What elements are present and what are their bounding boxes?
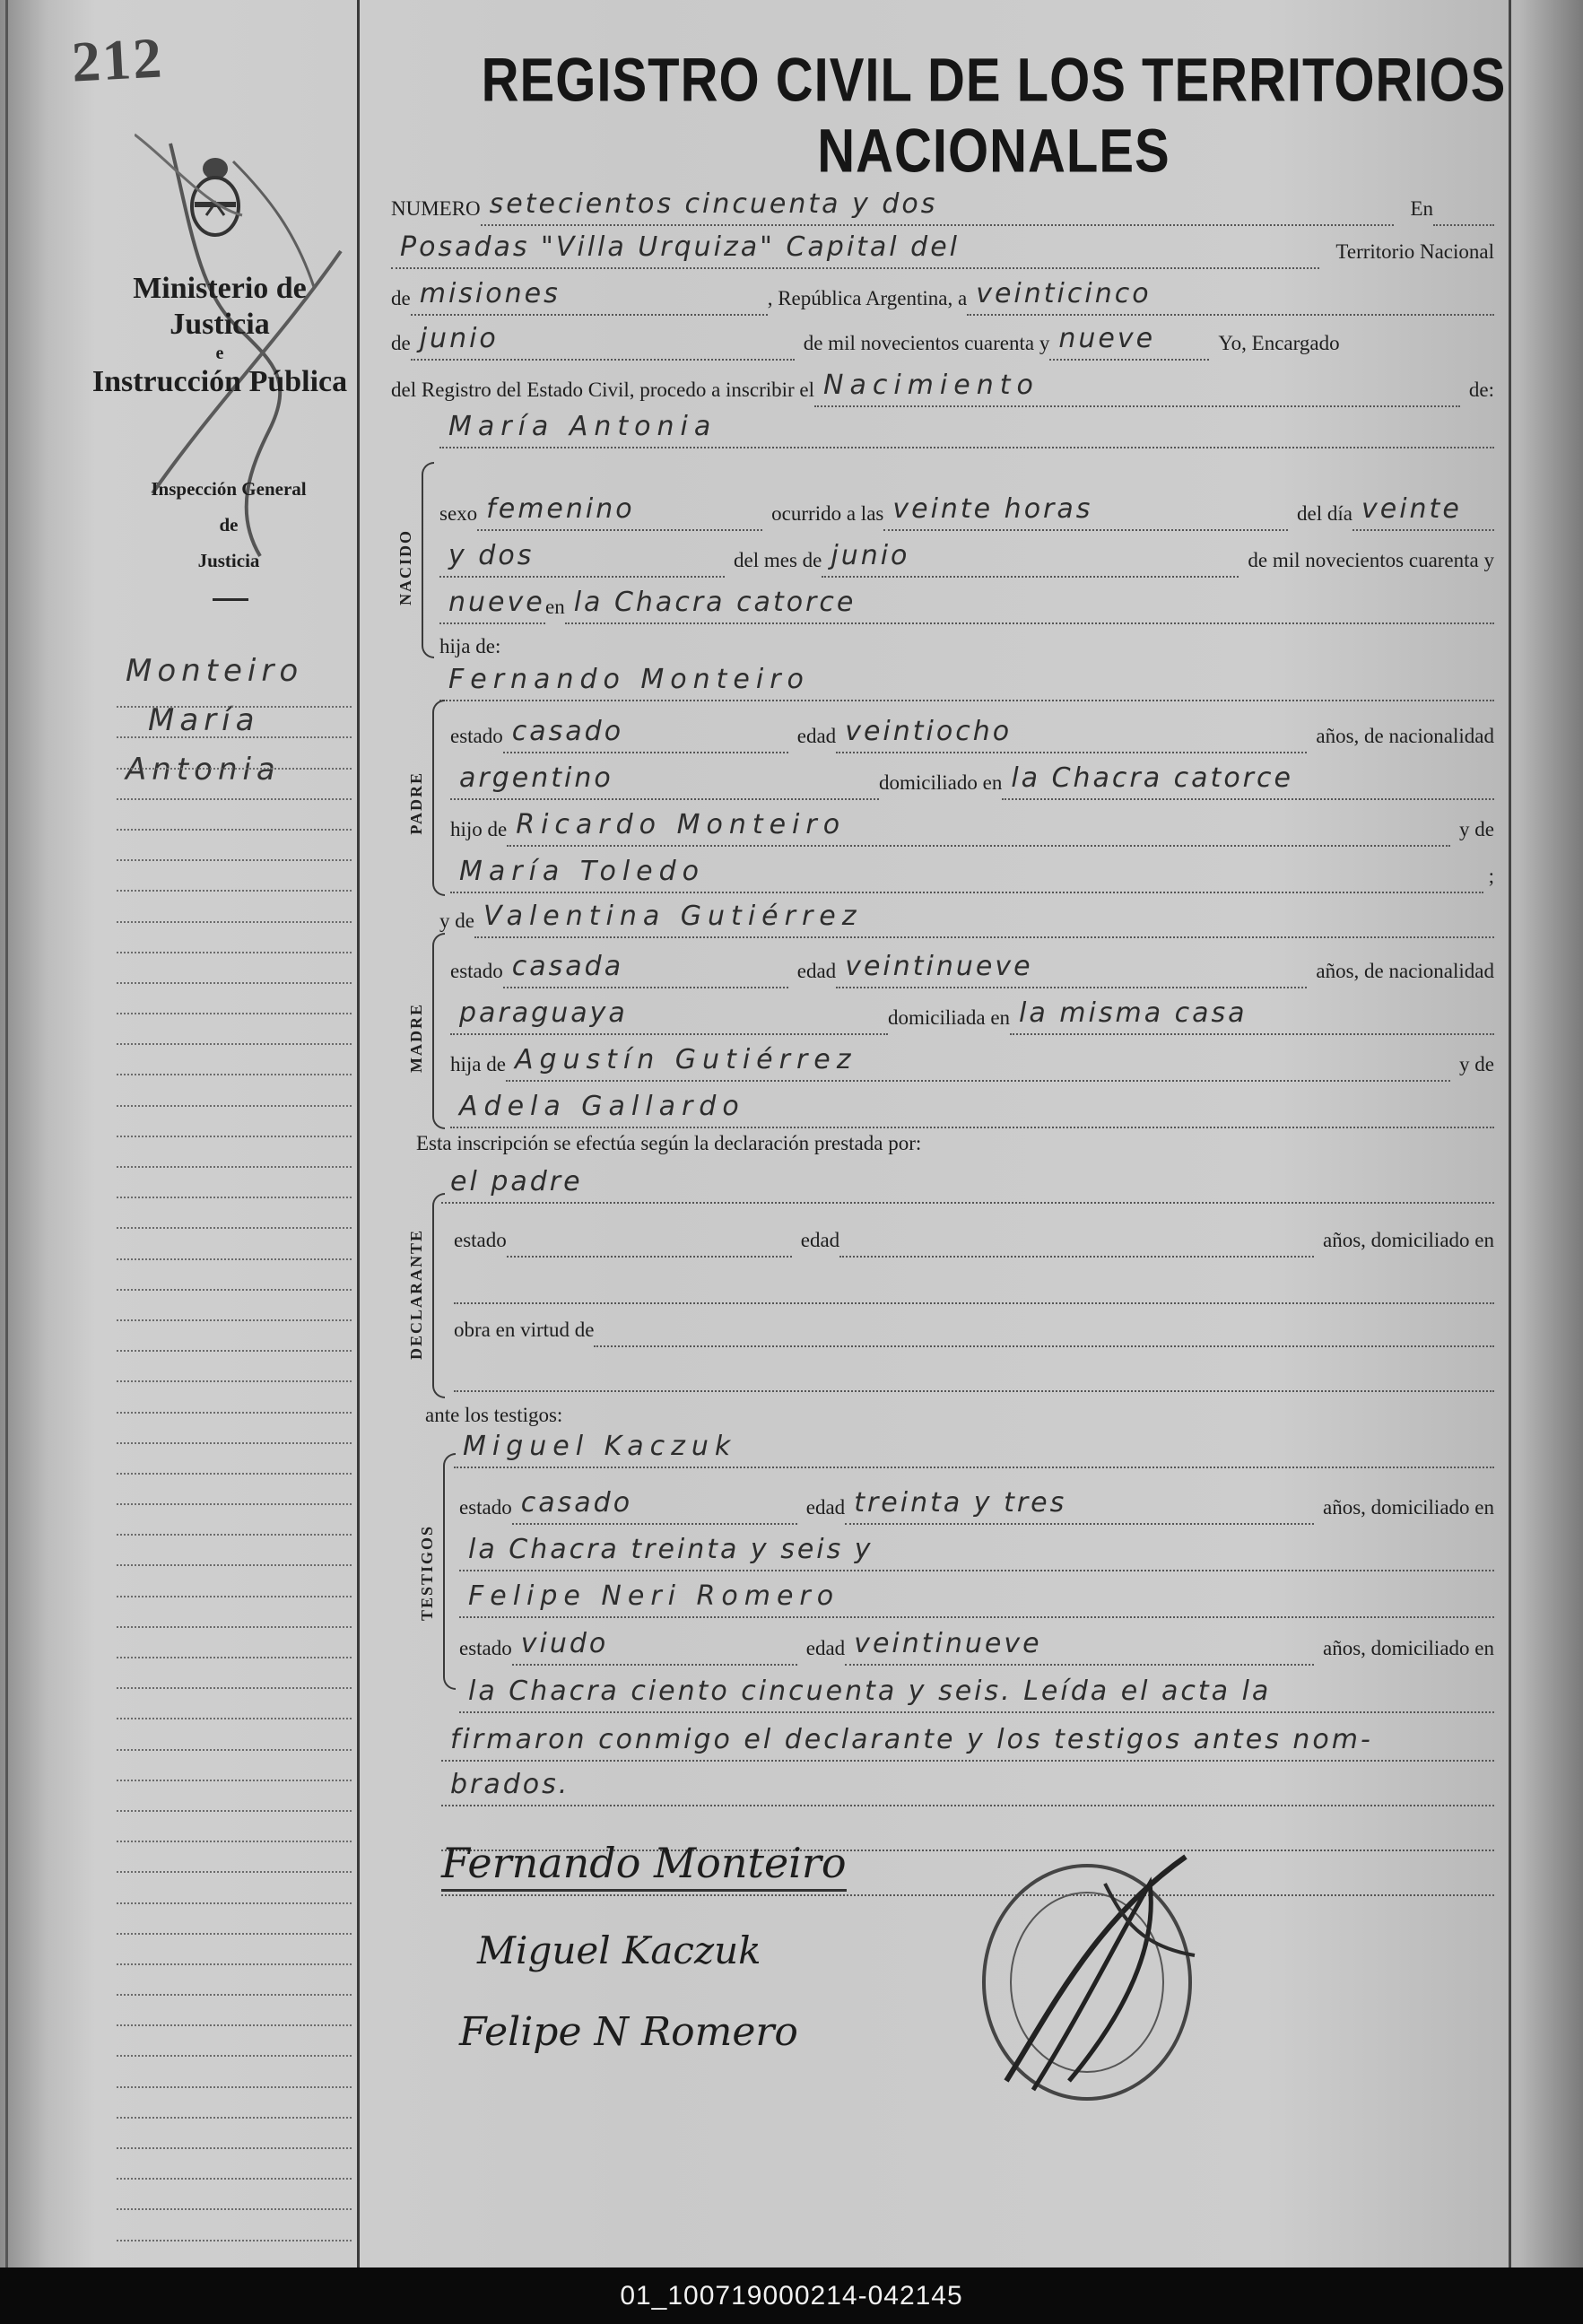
margin-ruled-line — [117, 1291, 352, 1321]
sexo-field: femenino — [477, 493, 762, 531]
margin-ruled-line — [117, 677, 352, 708]
padre-name-field: Fernando Monteiro — [439, 664, 1494, 701]
margin-ruled-line — [117, 1014, 352, 1045]
margin-ruled-line — [117, 892, 352, 922]
declarante-edad-label: edad — [800, 1229, 840, 1251]
margin-first-name: María — [148, 702, 260, 738]
madre-domicilio-row — [450, 988, 1494, 1035]
margin-ruled-line — [117, 1689, 352, 1719]
madre-abuela-field: Adela Gallardo — [450, 1091, 1494, 1128]
padre-estado-label: estado — [450, 725, 503, 747]
declarante-obra-label: obra en virtud de — [454, 1319, 595, 1341]
testigos-intro: ante los testigos: — [425, 1404, 563, 1426]
registro-text: del Registro del Estado Civil, procedo a inscribir el — [391, 379, 815, 401]
margin-ruled-line — [117, 953, 352, 984]
declarante-section-label: DECLARANTE — [407, 1229, 425, 1361]
closing-row-1 — [441, 1715, 1494, 1762]
testigo1-domicilio-field: la Chacra treinta y seis y — [459, 1534, 1494, 1571]
page-edge-line — [5, 0, 8, 2267]
margin-ruled-line — [117, 1566, 352, 1597]
declarante-extra-row — [454, 1345, 1494, 1392]
de-label: de — [391, 287, 411, 309]
hora-field: veinte horas — [883, 493, 1288, 531]
lugar-field: la Chacra catorce — [565, 587, 1494, 624]
sexo-row — [439, 484, 1494, 531]
padre-abuela-row — [450, 847, 1494, 893]
margin-ruled-line — [117, 1873, 352, 1903]
padre-y-de-label: y de — [1459, 818, 1494, 840]
inspection-line-2: de — [219, 514, 239, 535]
testigo2-domicilio-field: la Chacra ciento cincuenta y seis. Leída el acta la — [459, 1676, 1494, 1713]
ministry-line-2: e — [215, 344, 224, 363]
testigo1-name-field: Miguel Kaczuk — [454, 1431, 1494, 1468]
nacido-name-field: María Antonia — [439, 411, 1494, 448]
sexo-label: sexo — [439, 502, 478, 525]
testigo1-estado-field: casado — [512, 1487, 797, 1525]
mes-label: del mes de — [734, 549, 822, 571]
margin-ruled-line — [117, 1751, 352, 1781]
place-row — [391, 222, 1494, 269]
territorio-label: Territorio Nacional — [1335, 240, 1494, 263]
margin-column — [0, 0, 361, 2267]
margin-ruled-line — [117, 984, 352, 1014]
margin-ruled-line — [117, 1382, 352, 1413]
margin-ruled-line — [117, 2180, 352, 2210]
padre-semicolon: ; — [1488, 865, 1494, 887]
margin-ruled-line — [117, 1107, 352, 1137]
padre-domicilio-label: domiciliado en — [879, 771, 1003, 794]
date-row — [391, 314, 1494, 361]
de-colon: de: — [1468, 379, 1494, 401]
margin-ruled-line — [117, 738, 352, 769]
padre-edad-field: veintiocho — [836, 716, 1307, 753]
madre-edad-label: edad — [796, 960, 837, 982]
margin-ruled-line — [117, 1475, 352, 1505]
numero-field: setecientos cincuenta y dos — [481, 188, 1395, 226]
madre-abuelo-field: Agustín Gutiérrez — [506, 1044, 1450, 1082]
padre-anos-label: años, de nacionalidad — [1316, 725, 1494, 747]
testigo2-estado-field: viudo — [512, 1628, 797, 1666]
day-field: veinticinco — [967, 278, 1494, 316]
act-field: Nacimiento — [814, 370, 1460, 407]
margin-ruled-line — [117, 1842, 352, 1873]
madre-hija-row — [450, 1035, 1494, 1082]
margin-ruled-line — [117, 2149, 352, 2180]
padre-section-label: PADRE — [407, 771, 425, 835]
margin-ruled-line — [117, 1505, 352, 1536]
month-field: junio — [411, 323, 795, 361]
testigo2-name-field: Felipe Neri Romero — [459, 1580, 1494, 1618]
ocurrido-label: ocurrido a las — [771, 502, 884, 525]
year-part2-field: nueve — [439, 587, 545, 624]
margin-ruled-line — [117, 1229, 352, 1259]
official-stamp-icon — [970, 1848, 1204, 2108]
en-label-nacido: en — [545, 596, 565, 618]
madre-domicilio-label: domiciliada en — [888, 1006, 1011, 1029]
madre-section-label: MADRE — [407, 1003, 425, 1073]
margin-ruled-line — [117, 1168, 352, 1198]
margin-ruled-line — [117, 1414, 352, 1444]
encargado-text: Yo, Encargado — [1218, 332, 1340, 354]
inspection-line-3: Justicia — [197, 550, 260, 571]
padre-abuela-field: María Toledo — [450, 856, 1483, 893]
padre-abuelo-field: Ricardo Monteiro — [507, 809, 1450, 847]
inspection-heading — [135, 471, 323, 579]
margin-ruled-line — [117, 2026, 352, 2057]
ministry-line-1: Ministerio de Justicia — [133, 272, 307, 341]
declarante-name-row — [441, 1157, 1494, 1204]
margin-ruled-line — [117, 2057, 352, 2087]
signature-testigo-2: Felipe N Romero — [459, 2009, 798, 2055]
margin-ruled-line — [117, 708, 352, 738]
republica-label: , República Argentina, a — [767, 287, 968, 309]
right-border-line — [1509, 0, 1511, 2267]
nacido-bracket — [422, 462, 434, 658]
registro-row — [391, 361, 1494, 407]
nacido-section-label: NACIDO — [396, 529, 414, 606]
padre-domicilio-row — [450, 753, 1494, 800]
margin-ruled-line — [117, 2210, 352, 2241]
madre-hija-label: hija de — [450, 1053, 506, 1075]
madre-y-de-label-2: y de — [1459, 1053, 1494, 1075]
madre-domicilio-field: la misma casa — [1010, 997, 1494, 1035]
birth-record-form — [361, 0, 1583, 2267]
margin-ruled-line — [117, 2088, 352, 2119]
signature-testigo-1: Miguel Kaczuk — [477, 1928, 761, 1972]
padre-estado-field: casado — [503, 716, 788, 753]
margin-ruled-line — [117, 1198, 352, 1229]
territory-field: misiones — [411, 278, 768, 316]
margin-ruled-line — [117, 770, 352, 800]
margin-ruled-line — [117, 1352, 352, 1382]
margin-ruled-line — [117, 1812, 352, 1842]
margin-ruled-line — [117, 1137, 352, 1168]
madre-anos-label: años, de nacionalidad — [1316, 960, 1494, 982]
testigo2-edad-field: veintinueve — [845, 1628, 1314, 1666]
margin-surname: Monteiro — [126, 653, 304, 689]
madre-bracket — [432, 933, 445, 1129]
testigo1-edad-label: edad — [805, 1496, 846, 1519]
testigo1-name-row — [454, 1422, 1494, 1468]
margin-ruled-line — [117, 1904, 352, 1935]
declarante-estado-label: estado — [454, 1229, 507, 1251]
year-part1-field: y dos — [439, 540, 725, 578]
hija-de-label: hija de: — [439, 635, 501, 657]
declaracion-text: Esta inscripción se efectúa según la declaración prestada por: — [416, 1132, 922, 1154]
lugar-row — [439, 578, 1494, 624]
numero-label: NUMERO — [391, 197, 481, 220]
padre-hijo-row — [450, 800, 1494, 847]
margin-ruled-line — [117, 1597, 352, 1628]
signature-declarante: Fernando Monteiro — [441, 1839, 847, 1892]
page-number: 212 — [70, 25, 165, 94]
margin-ruled-line — [117, 1075, 352, 1106]
padre-edad-label: edad — [796, 725, 837, 747]
ministry-line-3: Instrucción Pública — [91, 365, 348, 398]
margin-ruled-line — [117, 2119, 352, 2149]
margin-ruled-line — [117, 1260, 352, 1291]
testigo1-anos-label: años, domiciliado en — [1323, 1496, 1494, 1519]
numero-row — [391, 179, 1494, 226]
novecientos-label: de mil novecientos cuarenta y — [1248, 549, 1494, 571]
declarante-estado-row — [454, 1211, 1494, 1258]
madre-y-de-label: y de — [439, 910, 474, 932]
margin-ruled-line — [117, 1935, 352, 1965]
dia-field: veinte — [1353, 493, 1494, 531]
margin-second-name: Antonia — [126, 752, 281, 788]
madre-estado-label: estado — [450, 960, 503, 982]
declarante-bracket — [432, 1193, 445, 1398]
declarante-domicilio-row — [454, 1258, 1494, 1304]
declarante-anos-label: años, domiciliado en — [1323, 1229, 1494, 1251]
ministry-heading — [85, 271, 354, 400]
margin-ruled-line — [117, 923, 352, 953]
nacido-name-row — [439, 402, 1494, 448]
madre-estado-row — [450, 942, 1494, 988]
testigo2-edad-label: edad — [805, 1637, 846, 1659]
margin-ruled-line — [117, 1444, 352, 1475]
madre-nacionalidad-field: paraguaya — [450, 997, 888, 1035]
declarante-obra-row — [454, 1301, 1494, 1347]
margin-ruled-line — [117, 1536, 352, 1566]
margin-ruled-line — [117, 831, 352, 861]
mes-field: junio — [822, 540, 1239, 578]
padre-nacionalidad-field: argentino — [450, 762, 879, 800]
padre-name-row — [439, 655, 1494, 701]
image-id-footer: 01_100719000214-042145 — [0, 2267, 1583, 2324]
margin-ruled-line — [117, 1996, 352, 2026]
testigo2-anos-label: años, domiciliado en — [1323, 1637, 1494, 1659]
inspection-divider — [213, 598, 248, 601]
testigo2-name-row — [459, 1571, 1494, 1618]
del-dia-label: del día — [1297, 502, 1353, 525]
territory-row — [391, 269, 1494, 316]
declarante-extra-field — [454, 1387, 1494, 1392]
closing-line-1: firmaron conmigo el declarante y los testigos antes nom- — [441, 1724, 1494, 1762]
testigo1-estado-row — [459, 1478, 1494, 1525]
margin-ruled-line — [117, 1965, 352, 1996]
margin-ruled-line — [117, 861, 352, 892]
form-title: REGISTRO CIVIL DE LOS TERRITORIOS NACIONALES — [481, 46, 1507, 186]
margin-ruled-line — [117, 1045, 352, 1075]
madre-name-row — [439, 892, 1494, 938]
closing-line-2: brados. — [441, 1769, 1494, 1806]
en-label: En — [1410, 197, 1433, 220]
testigos-section-label: TESTIGOS — [418, 1525, 436, 1622]
padre-estado-row — [450, 707, 1494, 753]
place-field: Posadas "Villa Urquiza" Capital del — [391, 231, 1319, 269]
testigo1-estado-label: estado — [459, 1496, 512, 1519]
madre-edad-field: veintinueve — [836, 951, 1307, 988]
testigo2-estado-label: estado — [459, 1637, 512, 1659]
testigo1-domicilio-row — [459, 1525, 1494, 1571]
year-text: de mil novecientos cuarenta y — [803, 332, 1050, 354]
madre-estado-field: casada — [503, 951, 788, 988]
mes-row — [439, 531, 1494, 578]
padre-bracket — [432, 700, 445, 896]
margin-ruled-line — [117, 1719, 352, 1750]
margin-ruled-lines — [117, 677, 352, 2241]
testigos-bracket — [443, 1453, 456, 1690]
year-field: nueve — [1049, 323, 1209, 361]
declarante-name-field: el padre — [441, 1166, 1494, 1204]
margin-ruled-line — [117, 800, 352, 831]
testigo2-estado-row — [459, 1619, 1494, 1666]
de-label-2: de — [391, 332, 411, 354]
margin-ruled-line — [117, 1781, 352, 1812]
testigo2-domicilio-row — [459, 1667, 1494, 1713]
padre-hijo-label: hijo de — [450, 818, 508, 840]
margin-ruled-line — [117, 1321, 352, 1352]
madre-name-field: Valentina Gutiérrez — [474, 901, 1494, 938]
margin-ruled-line — [117, 1658, 352, 1689]
testigo1-edad-field: treinta y tres — [845, 1487, 1314, 1525]
closing-row-2 — [441, 1760, 1494, 1806]
inspection-line-1: Inspección General — [151, 478, 307, 500]
padre-domicilio-field: la Chacra catorce — [1002, 762, 1494, 800]
margin-ruled-line — [117, 1628, 352, 1658]
madre-abuela-row — [450, 1082, 1494, 1128]
